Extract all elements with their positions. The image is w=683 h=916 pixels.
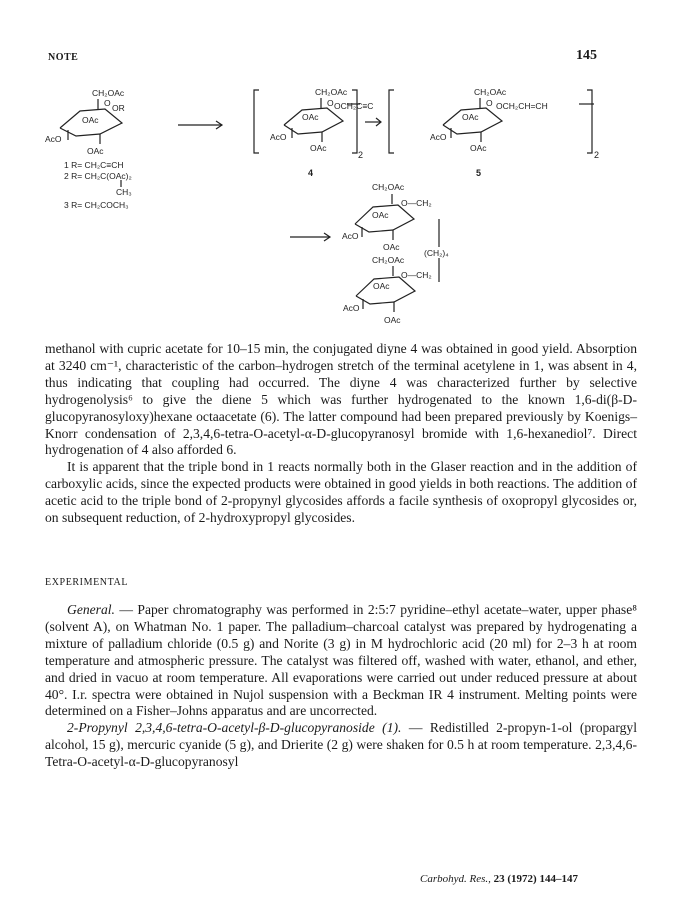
paragraph-propynyl [45, 720, 637, 771]
label-ch2oac: CH₂OAc [372, 255, 405, 265]
label-oac: OAc [462, 112, 479, 122]
label-ring-o: O [486, 98, 493, 108]
paragraph-coupling: methanol with cupric acetate for 10–15 min, the conjugated diyne 4 was obtained in good yield. Absorption at 3240 cm⁻¹, characteristic of the carbon–hydrogen stretch of the terminal acetylene in 1, was absent in 4, thus indicating that coupling had occurred. The diyne 4 was characterized further by selective hydrogenolysis⁶ to give the diene 5 which was further hydrogenated to the known 1,6-di(β-D-glucopyranosyloxy)hexane octaacetate (6). The latter compound had been prepared previously by Koenigs–Knorr condensation of 2,3,4,6-tetra-O-acetyl-α-D-glucopyranosyl bromide with 1,6-hexanediol⁷. Direct hydrogenation of 4 also afforded 6. [45, 341, 637, 458]
label-alkyne-link: OCH₂C≡C [334, 101, 374, 111]
label-ch2oac: CH₂OAc [92, 88, 125, 98]
label-oac: OAc [373, 281, 390, 291]
label-oac: OAc [383, 242, 400, 252]
label-oac: OAc [372, 210, 389, 220]
label-aco: AcO [343, 303, 360, 313]
paragraph-conclusion: It is apparent that the triple bond in 1 reacts normally both in the Glaser reaction and in the addition of carboxylic acids, since the expected products were obtained in good yields in both reactions. The addition of acetic acid to the triple bond of 2-propynyl glycosides affords a facile synthesis of oxopropyl glycosides or, on subsequent reduction, of 2-hydroxypropyl glycosides. [45, 459, 637, 526]
label-ring-o-ch2: O—CH₂ [401, 198, 432, 208]
label-oac: OAc [384, 315, 401, 325]
compound-label-5: 5 [476, 168, 482, 178]
journal-name: Carbohyd. Res., [420, 873, 491, 885]
citation-volume: 23 (1972) 144–147 [493, 873, 578, 885]
bracket-subscript: 2 [594, 150, 600, 160]
label-ring-o-ch2: O—CH₂ [401, 270, 432, 280]
experimental-text [45, 602, 637, 771]
compound-1-definition: 1 R= CH₂C≡CH [64, 160, 124, 170]
propynyl-body: — Redistilled 2-propyn-1-ol (propargyl alcohol, 15 g), mercuric cyanide (5 g), and Drierite (2 g) were shaken for 0.5 h at room temperature. 2,3,4,6-Tetra-O-acetyl-α-D-glucopyranosyl [45, 720, 637, 770]
footer-citation [420, 873, 578, 885]
label-ch2oac: CH₂OAc [372, 182, 405, 192]
reaction-scheme-drawing [40, 78, 650, 340]
label-ch2oac: CH₂OAc [474, 87, 507, 97]
label-aco: AcO [45, 134, 62, 144]
bracket-subscript: 2 [358, 150, 364, 160]
label-hexane-chain: (CH₂)₄ [424, 248, 449, 258]
section-heading-experimental: EXPERIMENTAL [45, 577, 129, 588]
general-body: — Paper chromatography was performed in 2:5:7 pyridine–ethyl acetate–water, upper phase⁸ (solvent A), on Whatman No. 1 paper. The palladium–charcoal catalyst was prepared by hydrogenating a mixture of palladium chloride (0.5 g) and Norite (3 g) in M hydrochloric acid (20 ml) for 2–3 h at room temperature and atmospheric pressure. The catalyst was filtered off, washed with water, ethanol, and ether, and dried in vacuo at room temperature. All evaporations were carried out under reduced pressure at about 40°. I.r. spectra were obtained in Nujol suspension with a Beckman IR 4 instrument. Melting points were determined on a Fisher–Johns apparatus and are uncorrected. [45, 602, 637, 719]
label-ring-o: O [104, 98, 111, 108]
compound-3-definition: 3 R= CH₂COCH₃ [64, 200, 129, 210]
label-aco: AcO [342, 231, 359, 241]
label-ring-o: O [327, 98, 334, 108]
page-number: 145 [576, 48, 597, 63]
compound-2-methyl: CH₃ [116, 187, 132, 197]
general-title: General. [67, 602, 115, 617]
compound-2-definition: 2 R= CH₂C(OAc)₂ [64, 171, 132, 181]
propynyl-title: 2-Propynyl 2,3,4,6-tetra-O-acetyl-β-D-glucopyranoside (1). [67, 720, 402, 736]
discussion-text [45, 341, 637, 527]
label-oac: OAc [82, 115, 99, 125]
label-alkene-link: OCH₂CH=CH [496, 101, 548, 111]
label-ch2oac: CH₂OAc [315, 87, 348, 97]
label-oac: OAc [87, 146, 104, 156]
label-oac: OAc [302, 112, 319, 122]
label-aco: AcO [270, 132, 287, 142]
running-head-section: NOTE [48, 52, 79, 63]
label-aco: AcO [430, 132, 447, 142]
label-oac: OAc [470, 143, 487, 153]
label-oac: OAc [310, 143, 327, 153]
compound-label-4: 4 [308, 168, 314, 178]
paragraph-general [45, 602, 637, 720]
label-or: OR [112, 103, 125, 113]
reaction-scheme [40, 78, 650, 340]
